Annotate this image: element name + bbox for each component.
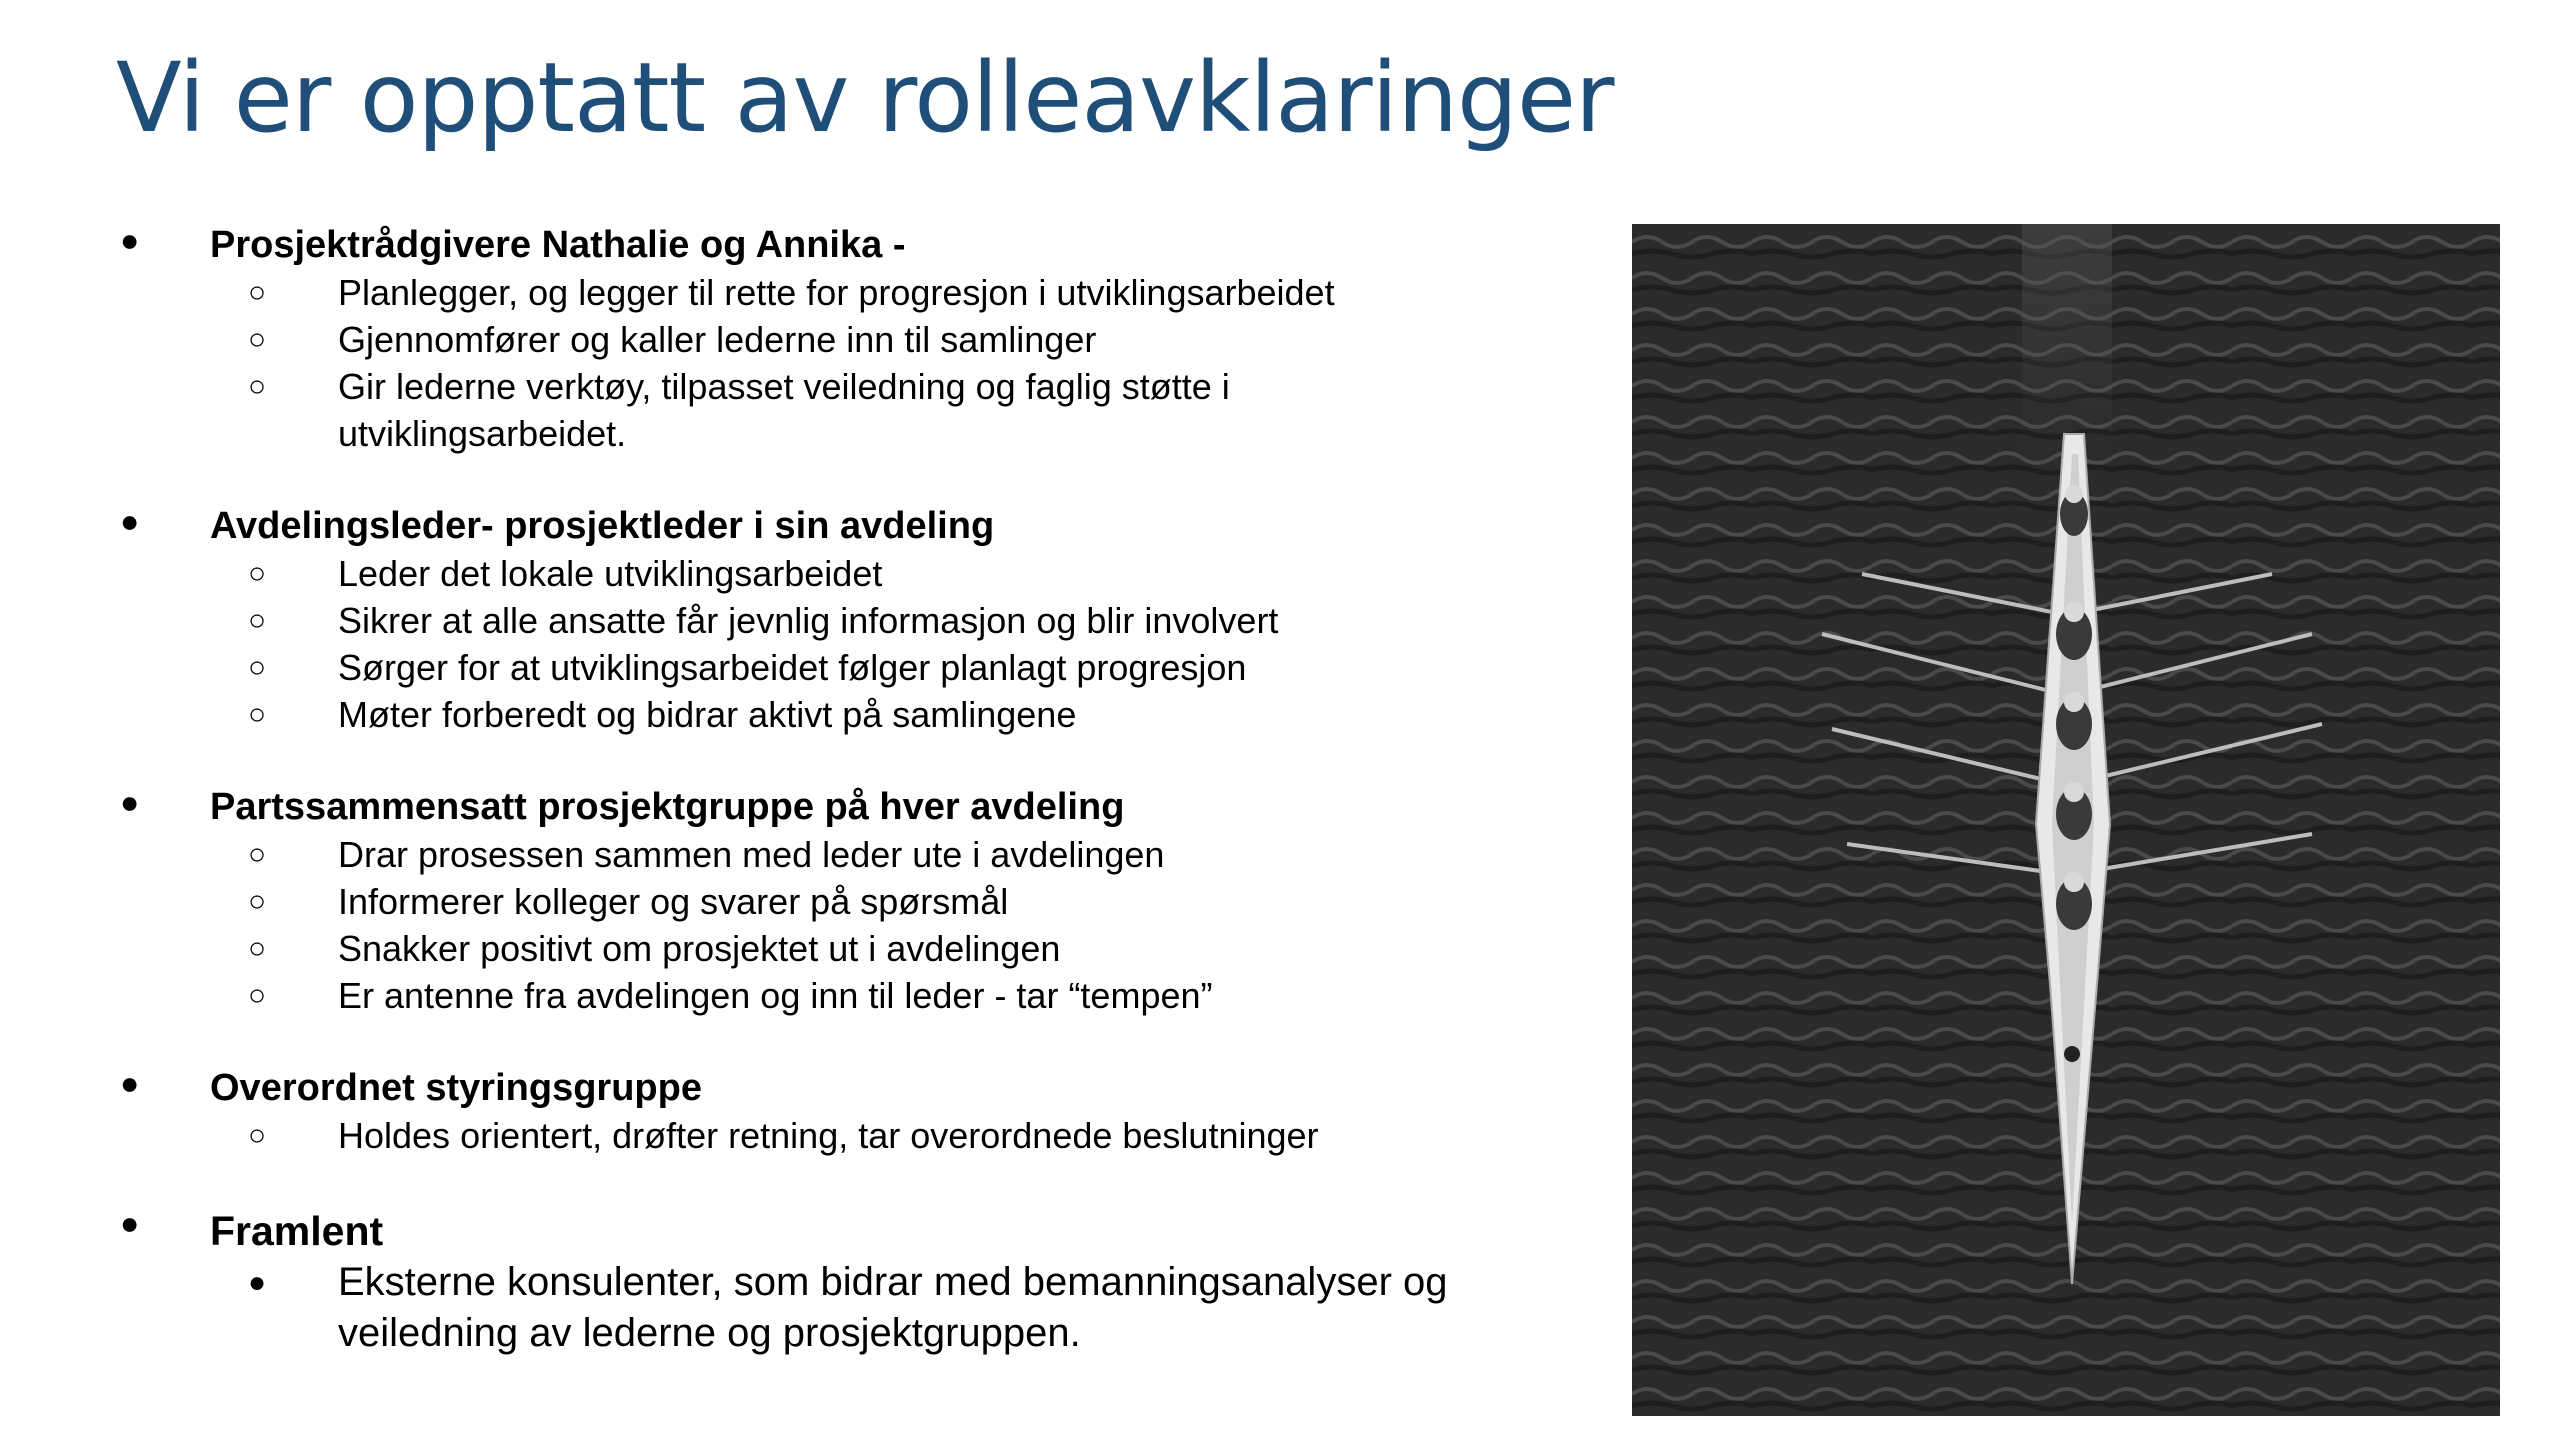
list-item <box>248 269 1560 316</box>
sub-bullet-marker: ○ <box>248 276 267 309</box>
list-item <box>248 597 1560 644</box>
list-item-text: Leder det lokale utviklingsarbeidet <box>338 553 883 594</box>
sub-bullet-marker: ○ <box>248 979 267 1012</box>
rowing-boat-photo <box>1632 224 2500 1416</box>
section-heading: Prosjektrådgivere Nathalie og Annika - <box>210 224 906 266</box>
list-item <box>248 1257 1568 1359</box>
slide-title: Vi er opptatt av rolleavklaringer <box>116 42 1614 154</box>
list-item <box>248 972 1560 1019</box>
bullet-marker: ● <box>120 784 140 820</box>
list-item <box>248 316 1560 363</box>
sub-bullet-marker: ○ <box>248 1119 267 1152</box>
list-item <box>248 878 1560 925</box>
list-item-text: Holdes orientert, drøfter retning, tar overordnede beslutninger <box>338 1115 1319 1156</box>
sub-bullet-marker: ○ <box>248 651 267 684</box>
list-item <box>248 831 1560 878</box>
sub-bullet-marker: ○ <box>248 932 267 965</box>
list-item <box>248 363 1338 457</box>
section-heading: Overordnet styringsgruppe <box>210 1067 702 1109</box>
section-heading: Partssammensatt prosjektgruppe på hver avdeling <box>210 786 1125 828</box>
list-item <box>248 691 1560 738</box>
section-framlent <box>120 1205 1560 1359</box>
list-item-text: Drar prosessen sammen med leder ute i avdelingen <box>338 834 1165 875</box>
sub-bullet-marker: ○ <box>248 885 267 918</box>
list-item-text: Informerer kolleger og svarer på spørsmål <box>338 881 1009 922</box>
section-prosjektgruppe <box>120 784 1560 1019</box>
list-item <box>248 550 1560 597</box>
list-item-text: Snakker positivt om prosjektet ut i avdelingen <box>338 928 1061 969</box>
list-item-text: Er antenne fra avdelingen og inn til leder - tar “tempen” <box>338 975 1213 1016</box>
sub-bullet-marker: ○ <box>248 604 267 637</box>
list-item-text: Planlegger, og legger til rette for progresjon i utviklingsarbeidet <box>338 272 1335 313</box>
section-styringsgruppe <box>120 1065 1560 1159</box>
section-prosjektradgivere <box>120 222 1560 457</box>
list-item-text: Sikrer at alle ansatte får jevnlig informasjon og blir involvert <box>338 600 1279 641</box>
section-avdelingsleder <box>120 503 1560 738</box>
list-item-text: Gir lederne verktøy, tilpasset veiledning og faglig støtte i utviklingsarbeidet. <box>338 366 1230 454</box>
sub-bullet-marker: ○ <box>248 698 267 731</box>
sub-bullet-marker: ● <box>248 1266 267 1299</box>
bullet-marker: ● <box>120 1065 140 1101</box>
list-item-text: Møter forberedt og bidrar aktivt på samlingene <box>338 694 1077 735</box>
list-item-text: Gjennomfører og kaller lederne inn til samlinger <box>338 319 1097 360</box>
list-item-text: Sørger for at utviklingsarbeidet følger planlagt progresjon <box>338 647 1247 688</box>
list-item <box>248 644 1560 691</box>
bullet-marker: ● <box>120 1205 140 1241</box>
list-item <box>248 925 1560 972</box>
sub-bullet-marker: ○ <box>248 323 267 356</box>
section-heading: Framlent <box>210 1208 384 1254</box>
list-item <box>248 1112 1560 1159</box>
section-heading: Avdelingsleder- prosjektleder i sin avdeling <box>210 505 995 547</box>
sub-bullet-marker: ○ <box>248 557 267 590</box>
bullet-marker: ● <box>120 503 140 539</box>
list-item-text: Eksterne konsulenter, som bidrar med bemanningsanalyser og veiledning av lederne og prosjektgruppen. <box>338 1260 1448 1355</box>
rowing-boat-photo-graphic <box>1632 224 2500 1416</box>
sub-bullet-marker: ○ <box>248 838 267 871</box>
bullet-marker: ● <box>120 222 140 258</box>
sub-bullet-marker: ○ <box>248 370 267 403</box>
bullet-list <box>120 222 1560 1405</box>
